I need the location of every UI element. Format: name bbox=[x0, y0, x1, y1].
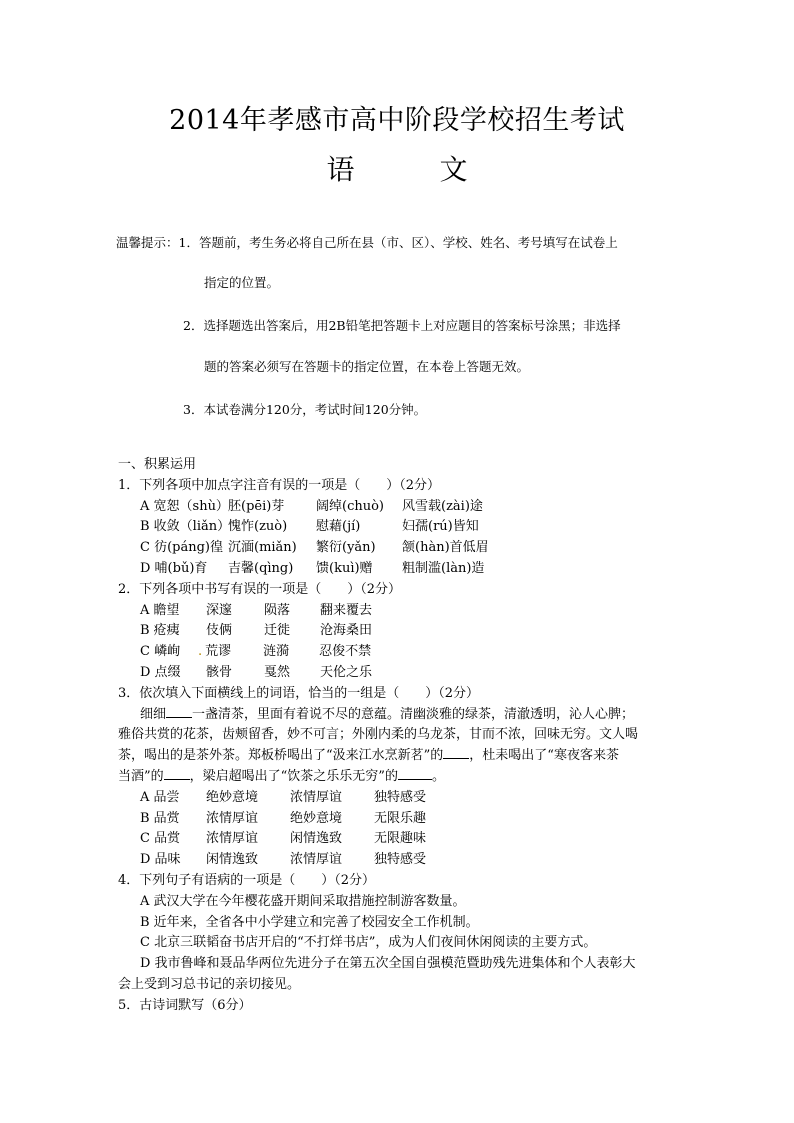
option-cell: 吉馨(qìng) bbox=[228, 560, 294, 576]
option-cell: 翻来覆去 bbox=[320, 602, 373, 618]
question-body bbox=[118, 455, 688, 1017]
fill-blank bbox=[443, 746, 469, 759]
option-cell: A 品尝 bbox=[140, 789, 180, 805]
subject-heading bbox=[0, 148, 794, 188]
option-cell: 沉湎(miǎn) bbox=[228, 540, 297, 556]
option-cell: 骸骨 bbox=[206, 664, 233, 680]
option-cell: 慰藉(jí) bbox=[316, 519, 361, 535]
q4-option-c: C 北京三联韬奋书店开启的“不打烊书店”，成为人们夜间休闲阅读的主要方式。 bbox=[140, 935, 597, 951]
passage-text: 茶，喝出的是茶外茶。郑板桥喝出了“汲来江水烹新茗”的 bbox=[118, 748, 444, 764]
option-cell: B 收敛（liǎn） bbox=[140, 519, 231, 535]
option-cell: 天伦之乐 bbox=[320, 664, 373, 680]
option-cell: A 宽恕（shù） bbox=[140, 498, 229, 514]
option-cell: 独特感受 bbox=[374, 852, 427, 868]
option-cell: 愧怍(zuò) bbox=[228, 519, 288, 535]
q4-option-b: B 近年来，全省各中小学建立和完善了校园安全工作机制。 bbox=[140, 914, 479, 930]
q1-stem: 1．下列各项中加点字注音有误的一项是（ ）（2分） bbox=[118, 477, 441, 493]
passage-text: 一盏清茶，里面有着说不尽的意蕴。清幽淡雅的绿茶，清澈透明，沁人心脾； bbox=[192, 706, 635, 722]
passage-text: 细细 bbox=[140, 706, 167, 722]
subject-char-1: 语 bbox=[326, 153, 355, 186]
option-cell: B 疮痍 bbox=[140, 623, 180, 639]
fill-blank bbox=[398, 767, 432, 780]
q3-option-c bbox=[118, 829, 688, 850]
option-cell: 颔(hàn)首低眉 bbox=[402, 540, 489, 556]
q2-option-b bbox=[118, 621, 688, 642]
q1-option-a bbox=[118, 497, 688, 518]
option-cell: D 品味 bbox=[140, 852, 181, 868]
option-cell: C 嶙峋 bbox=[140, 644, 181, 660]
notice-line-1: 温馨提示：1．答题前，考生务必将自己所在县（市、区）、学校、姓名、考号填写在试卷上 bbox=[116, 235, 618, 250]
option-cell: 戛然 bbox=[264, 664, 291, 680]
option-cell: 闲情逸致 bbox=[290, 831, 343, 847]
section-heading: 一、积累运用 bbox=[118, 457, 197, 472]
option-cell: 沧海桑田 bbox=[320, 623, 373, 639]
option-cell: 伎俩 bbox=[206, 623, 233, 639]
option-cell: 浓情厚谊 bbox=[206, 810, 259, 826]
notice-line-2b: 题的答案必须写在答题卡的指定位置，在本卷上答题无效。 bbox=[204, 359, 530, 374]
q1-option-b bbox=[118, 517, 688, 538]
q3-passage-line-3 bbox=[118, 746, 688, 767]
q3-passage-line-2: 雅俗共赏的花茶，齿颊留香，妙不可言；外刚内柔的乌龙茶，甘而不浓，回味无穷。文人喝 bbox=[118, 727, 639, 743]
option-cell: 妇孺(rú)皆知 bbox=[402, 519, 479, 535]
q4-option-d-continued: 会上受到习总书记的亲切接见。 bbox=[118, 976, 301, 992]
q2-option-c bbox=[118, 642, 688, 663]
option-cell: 独特感受 bbox=[374, 789, 427, 805]
option-cell: B 品赏 bbox=[140, 810, 180, 826]
option-cell: 馈(kuì)赠 bbox=[316, 560, 373, 576]
q3-stem: 3．依次填入下面横线上的词语，恰当的一组是（ ）（2分） bbox=[118, 685, 480, 701]
q1-option-d bbox=[118, 559, 688, 580]
emphasis-dot: . bbox=[198, 644, 203, 660]
q2-option-a bbox=[118, 601, 688, 622]
option-cell: A 瞻望 bbox=[140, 602, 180, 618]
fill-blank bbox=[164, 767, 190, 780]
passage-text: 当酒”的 bbox=[118, 768, 164, 784]
subject-char-2: 文 bbox=[439, 153, 468, 186]
option-cell: 绝妙意境 bbox=[290, 810, 343, 826]
option-cell: 浓情厚谊 bbox=[290, 852, 343, 868]
q3-passage-line-1 bbox=[118, 705, 688, 726]
exam-title: 2014年孝感市高中阶段学校招生考试 bbox=[169, 105, 625, 136]
q3-option-a bbox=[118, 788, 688, 809]
option-cell: 涟漪 bbox=[263, 644, 290, 660]
option-cell: 无限乐趣 bbox=[374, 810, 427, 826]
option-cell: C 品赏 bbox=[140, 831, 181, 847]
option-cell: 阔绰(chuò) bbox=[316, 498, 384, 514]
option-cell: 繁衍(yǎn) bbox=[316, 540, 376, 556]
option-cell: D 点缀 bbox=[140, 664, 181, 680]
q2-stem: 2．下列各项中书写有误的一项是（ ）（2分） bbox=[118, 581, 402, 597]
option-cell: 浓情厚谊 bbox=[290, 789, 343, 805]
q5-stem: 5．古诗词默写（6分） bbox=[118, 997, 252, 1013]
option-cell: 风雪载(zài)途 bbox=[402, 498, 483, 514]
q4-stem: 4．下列句子有语病的一项是（ ）（2分） bbox=[118, 872, 376, 888]
option-cell: 浓情厚谊 bbox=[206, 831, 259, 847]
notice-line-3: 3．本试卷满分120分，考试时间120分钟。 bbox=[183, 402, 427, 417]
passage-text: ，杜耒喝出了“寒夜客来茶 bbox=[469, 748, 619, 764]
option-cell: 迁徙 bbox=[264, 623, 291, 639]
notice-line-1b: 指定的位置。 bbox=[204, 275, 280, 290]
option-cell: C 彷(páng)徨 bbox=[140, 540, 223, 556]
option-cell: D 哺(bǔ)育 bbox=[140, 560, 208, 576]
q2-option-d bbox=[118, 663, 688, 684]
option-cell: 忍俊不禁 bbox=[319, 644, 372, 660]
passage-text: ，梁启超喝出了“饮茶之乐乐无穷”的 bbox=[189, 768, 398, 784]
q3-option-d bbox=[118, 850, 688, 871]
q3-option-b bbox=[118, 809, 688, 830]
q1-option-c bbox=[118, 538, 688, 559]
q4-option-d: D 我市鲁峰和聂品华两位先进分子在第五次全国自强模范暨助残先进集体和个人表彰大 bbox=[140, 956, 636, 972]
option-cell: 绝妙意境 bbox=[206, 789, 259, 805]
option-cell: 荒谬 bbox=[205, 644, 232, 660]
fill-blank bbox=[166, 705, 192, 718]
passage-text: 。 bbox=[431, 768, 445, 784]
option-cell: 深邃 bbox=[206, 602, 233, 618]
option-cell: 胚(pēi)芽 bbox=[228, 498, 285, 514]
option-cell: 无限趣味 bbox=[374, 831, 427, 847]
option-cell: 陨落 bbox=[264, 602, 291, 618]
q3-passage-line-4 bbox=[118, 767, 688, 788]
option-cell: 闲情逸致 bbox=[206, 852, 259, 868]
option-cell: 粗制滥(làn)造 bbox=[402, 560, 485, 576]
notice-line-2: 2．选择题选出答案后，用2B铅笔把答题卡上对应题目的答案标号涂黑；非选择 bbox=[183, 318, 621, 333]
q4-option-a: A 武汉大学在今年樱花盛开期间采取措施控制游客数量。 bbox=[140, 893, 466, 909]
